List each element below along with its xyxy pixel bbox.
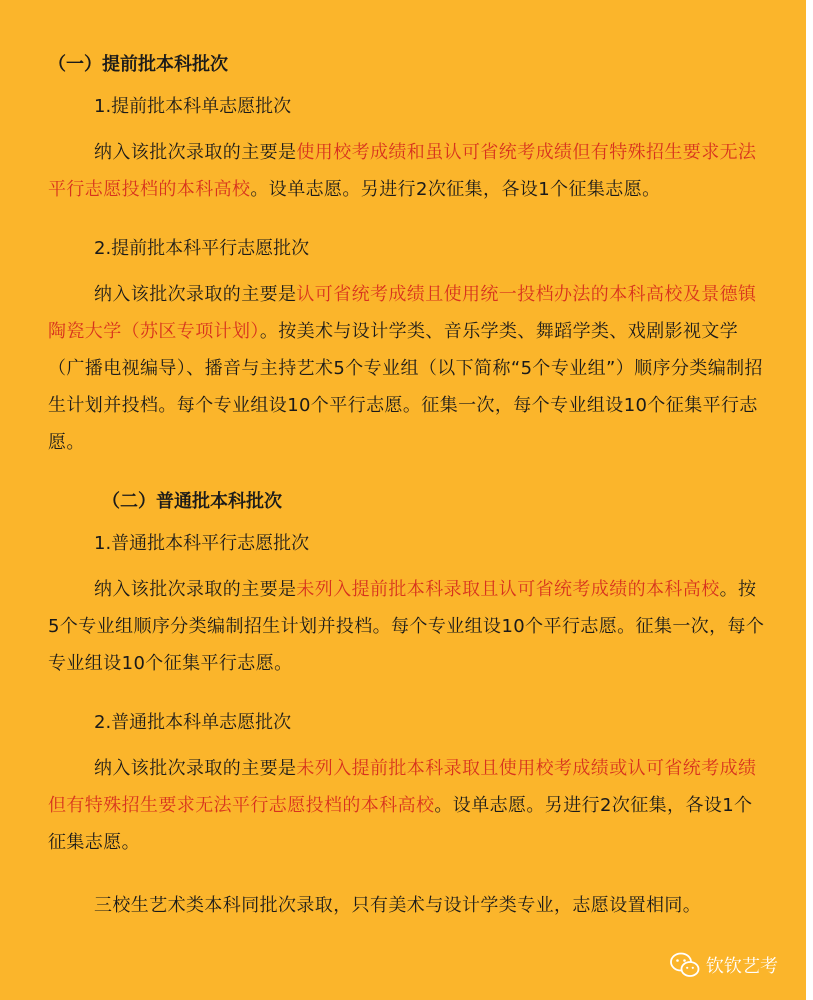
section-2-sub-1-paragraph	[48, 571, 766, 682]
section-2-heading: （二）普通批本科批次	[102, 491, 282, 512]
paragraph-lead: 纳入该批次录取的主要是	[94, 758, 297, 779]
wechat-icon	[670, 952, 700, 978]
section-1-sub-1-title: 1.提前批本科单志愿批次	[94, 96, 292, 117]
paragraph-highlight: 未列入提前批本科录取且认可省统考成绩的本科高校	[296, 579, 720, 600]
paragraph-rest: 。设单志愿。另进行2次征集，各设1个征集志愿。	[48, 795, 753, 853]
section-1-sub-1-paragraph	[48, 134, 766, 208]
paragraph-rest: 。按5个专业组顺序分类编制招生计划并投档。每个专业组设10个平行志愿。征集一次，每个专业组设10个征集平行志愿。	[48, 579, 765, 674]
paragraph-lead: 纳入该批次录取的主要是	[94, 284, 297, 305]
closing-paragraph: 三校生艺术类本科同批次录取，只有美术与设计学类专业，志愿设置相同。	[94, 895, 702, 916]
section-1-sub-2-title: 2.提前批本科平行志愿批次	[94, 238, 310, 259]
section-2-sub-1-title: 1.普通批本科平行志愿批次	[94, 533, 310, 554]
section-1-sub-2-paragraph	[48, 276, 766, 461]
paragraph-rest: 。按美术与设计学类、音乐学类、舞蹈学类、戏剧影视文学（广播电视编导）、播音与主持艺术5个专业组（以下简称“5个专业组”）顺序分类编制招生计划并投档。每个专业组设10个平行志愿。征集一次，每个专业组设10个征集平行志愿。	[48, 321, 763, 453]
watermark	[670, 952, 778, 978]
paragraph-highlight: 认可省统考成绩且使用统一投档办法的本科高校及景德镇陶瓷大学（苏区专项计划）	[48, 284, 757, 342]
section-2-sub-2-title: 2.普通批本科单志愿批次	[94, 712, 292, 733]
paragraph-lead: 纳入该批次录取的主要是	[94, 579, 297, 600]
paragraph-lead: 纳入该批次录取的主要是	[94, 142, 297, 163]
section-2-sub-2-paragraph	[48, 750, 766, 861]
section-1-heading: （一）提前批本科批次	[48, 54, 228, 75]
watermark-text: 钦钦艺考	[706, 956, 778, 977]
paragraph-rest: 。设单志愿。另进行2次征集，各设1个征集志愿。	[250, 179, 661, 200]
paragraph-highlight: 使用校考成绩和虽认可省统考成绩但有特殊招生要求无法平行志愿投档的本科高校	[48, 142, 757, 200]
paragraph-highlight: 未列入提前批本科录取且使用校考成绩或认可省统考成绩但有特殊招生要求无法平行志愿投档的本科高校	[48, 758, 757, 816]
